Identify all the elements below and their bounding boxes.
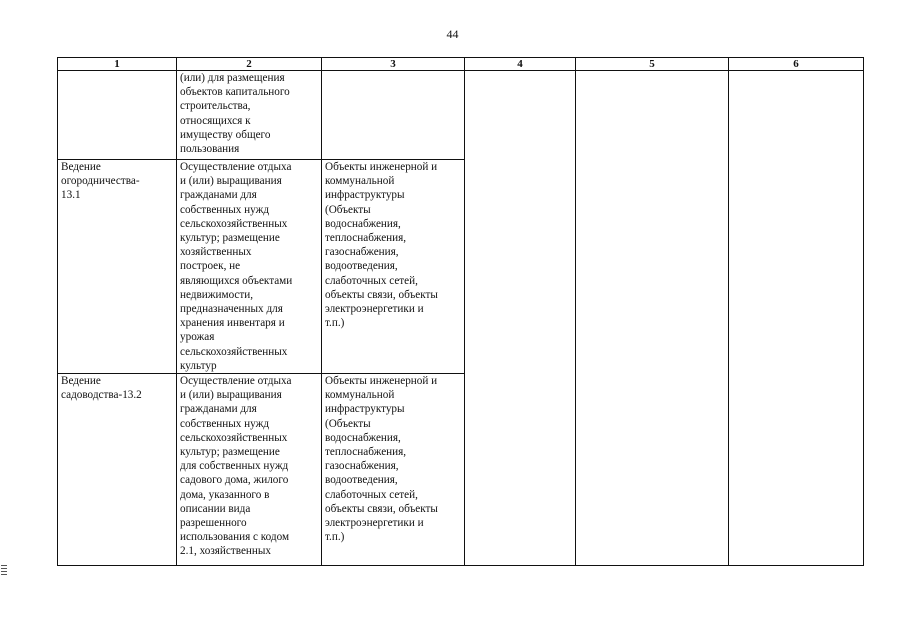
cell-text: Осуществление отдыха и (или) выращивания гражданами для собственных нужд сельскохозяйственных культур; размещение для собственных нужд садового дома, жилого дома, указанного в описании вида разрешенного использования с кодом 2.1, хозяйственных <box>180 375 292 558</box>
column-header-2: 2 <box>177 58 322 71</box>
margin-scan-mark <box>1 565 7 577</box>
table-row <box>58 71 864 160</box>
row-1-use-description <box>177 71 322 160</box>
column-header-4: 4 <box>465 58 576 71</box>
row-2-use-description <box>177 160 322 374</box>
cell-text: (или) для размещения объектов капитального строительства, относящихся к имуществу общего пользования <box>180 72 290 156</box>
column-header-1: 1 <box>58 58 177 71</box>
permitted-use-table <box>57 57 864 566</box>
cell-text: Ведение огородничества- 13.1 <box>61 161 140 202</box>
table-header-row <box>58 58 864 71</box>
page-number: 44 <box>446 27 459 41</box>
row-3-use-description <box>177 374 322 566</box>
row-2-use-name <box>58 160 177 374</box>
row-1-auxiliary-objects <box>322 71 465 160</box>
column-6-cell <box>729 71 864 566</box>
row-3-auxiliary-objects <box>322 374 465 566</box>
row-1-use-name <box>58 71 177 160</box>
row-3-use-name <box>58 374 177 566</box>
row-2-auxiliary-objects <box>322 160 465 374</box>
cell-text: Ведение садоводства-13.2 <box>61 375 142 402</box>
cell-text: Осуществление отдыха и (или) выращивания гражданами для собственных нужд сельскохозяйственных культур; размещение хозяйственных построек, не являющихся объектами недвижимости, предназначенных для хранения инвентаря и урожая сельскохозяйственных культур <box>180 161 293 372</box>
column-header-6: 6 <box>729 58 864 71</box>
column-4-cell <box>465 71 576 566</box>
cell-text: Объекты инженерной и коммунальной инфраструктуры (Объекты водоснабжения, теплоснабжения, газоснабжения, водоотведения, слаботочных сетей, объекты связи, объекты электроэнергетики и т.п.) <box>325 375 438 544</box>
column-5-cell <box>576 71 729 566</box>
cell-text: Объекты инженерной и коммунальной инфраструктуры (Объекты водоснабжения, теплоснабжения, газоснабжения, водоотведения, слаботочных сетей, объекты связи, объекты электроэнергетики и т.п.) <box>325 161 438 330</box>
column-header-5: 5 <box>576 58 729 71</box>
column-header-3: 3 <box>322 58 465 71</box>
